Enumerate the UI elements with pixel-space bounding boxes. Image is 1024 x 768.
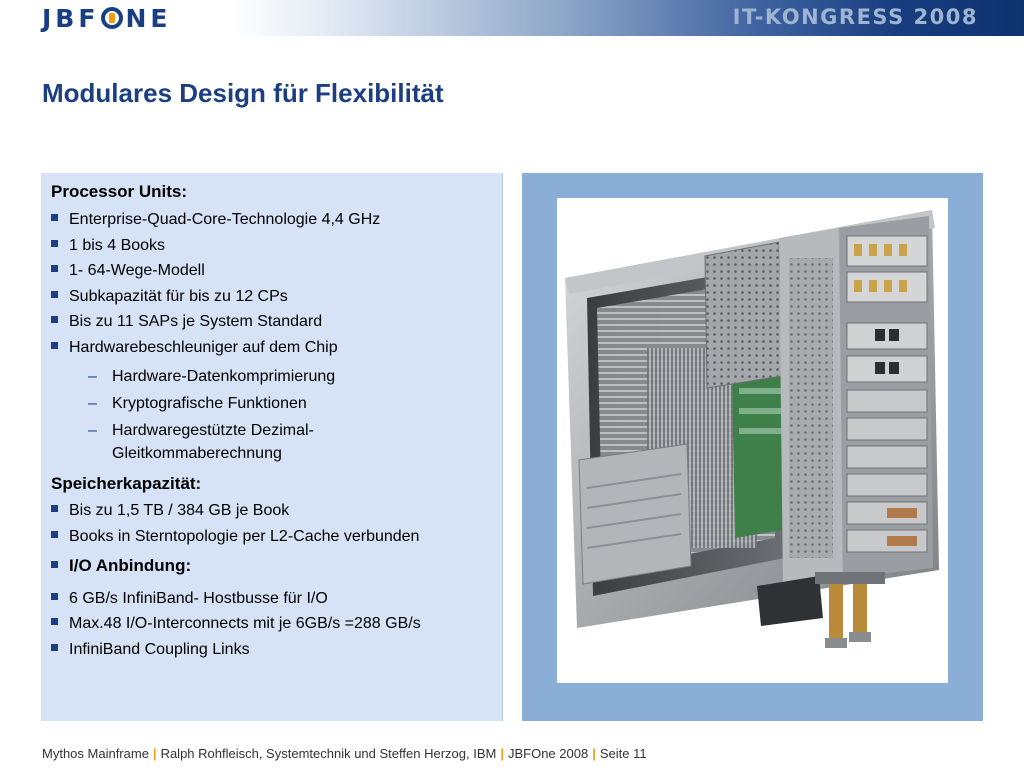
logo-o-icon <box>101 7 123 29</box>
square-bullet-icon <box>51 291 58 298</box>
list-item: Books in Sterntopologie per L2-Cache verbunden <box>51 527 419 547</box>
list-item: Enterprise-Quad-Core-Technologie 4,4 GHz <box>51 210 380 230</box>
list-item: Bis zu 1,5 TB / 384 GB je Book <box>51 501 289 521</box>
logo-text-left: JBF <box>42 3 100 33</box>
footer-separator: | <box>500 746 504 761</box>
slide-title: Modulares Design für Flexibilität <box>42 78 444 108</box>
square-bullet-icon <box>51 214 58 221</box>
footer-event: JBFOne 2008 <box>507 746 589 761</box>
list-item: Hardwarebeschleuniger auf dem Chip <box>51 338 338 358</box>
square-bullet-icon <box>51 561 58 568</box>
footer-page: Seite 11 <box>599 746 647 761</box>
footer-separator: | <box>152 746 157 761</box>
dash-bullet-icon: – <box>88 395 97 412</box>
congress-label: IT-KONGRESS 2008 <box>732 5 978 29</box>
sub-list-item: – Kryptografische Funktionen <box>88 392 307 415</box>
jbfone-logo <box>42 4 171 32</box>
dash-bullet-icon: – <box>88 422 97 439</box>
list-item: 6 GB/s InfiniBand- Hostbusse für I/O <box>51 589 328 609</box>
processor-book-illustration <box>557 198 948 683</box>
image-panel <box>522 173 983 721</box>
footer-topic: Mythos Mainframe <box>42 746 149 761</box>
sub-list-item: – Hardware-Datenkomprimierung <box>88 365 335 388</box>
list-item: Subkapazität für bis zu 12 CPs <box>51 287 288 307</box>
list-item: Max.48 I/O-Interconnects mit je 6GB/s =288 GB/s <box>51 614 421 634</box>
footer-authors: Ralph Rohfleisch, Systemtechnik und Steffen Herzog, IBM <box>160 746 497 761</box>
list-item: Bis zu 11 SAPs je System Standard <box>51 312 322 332</box>
square-bullet-icon <box>51 342 58 349</box>
dash-bullet-icon: – <box>88 368 97 385</box>
processor-heading: Processor Units: <box>51 182 188 201</box>
square-bullet-icon <box>51 531 58 538</box>
square-bullet-icon <box>51 644 58 651</box>
square-bullet-icon <box>51 505 58 512</box>
header-band <box>0 0 1024 36</box>
list-item: InfiniBand Coupling Links <box>51 640 250 660</box>
square-bullet-icon <box>51 265 58 272</box>
square-bullet-icon <box>51 316 58 323</box>
square-bullet-icon <box>51 593 58 600</box>
footer <box>42 746 647 761</box>
processor-book-photo <box>557 198 948 683</box>
list-item: 1- 64-Wege-Modell <box>51 261 205 281</box>
memory-heading: Speicherkapazität: <box>51 474 202 493</box>
logo-text-right: NE <box>125 3 172 33</box>
footer-separator: | <box>592 746 596 761</box>
sub-list-item-continuation: Gleitkommaberechnung <box>112 445 282 462</box>
io-heading-item: I/O Anbindung: <box>51 556 191 576</box>
list-item: 1 bis 4 Books <box>51 236 165 256</box>
square-bullet-icon <box>51 240 58 247</box>
sub-list-item: – Hardwaregestützte Dezimal- Gleitkommaberechnung <box>88 419 314 465</box>
square-bullet-icon <box>51 618 58 625</box>
text-panel <box>41 173 503 721</box>
